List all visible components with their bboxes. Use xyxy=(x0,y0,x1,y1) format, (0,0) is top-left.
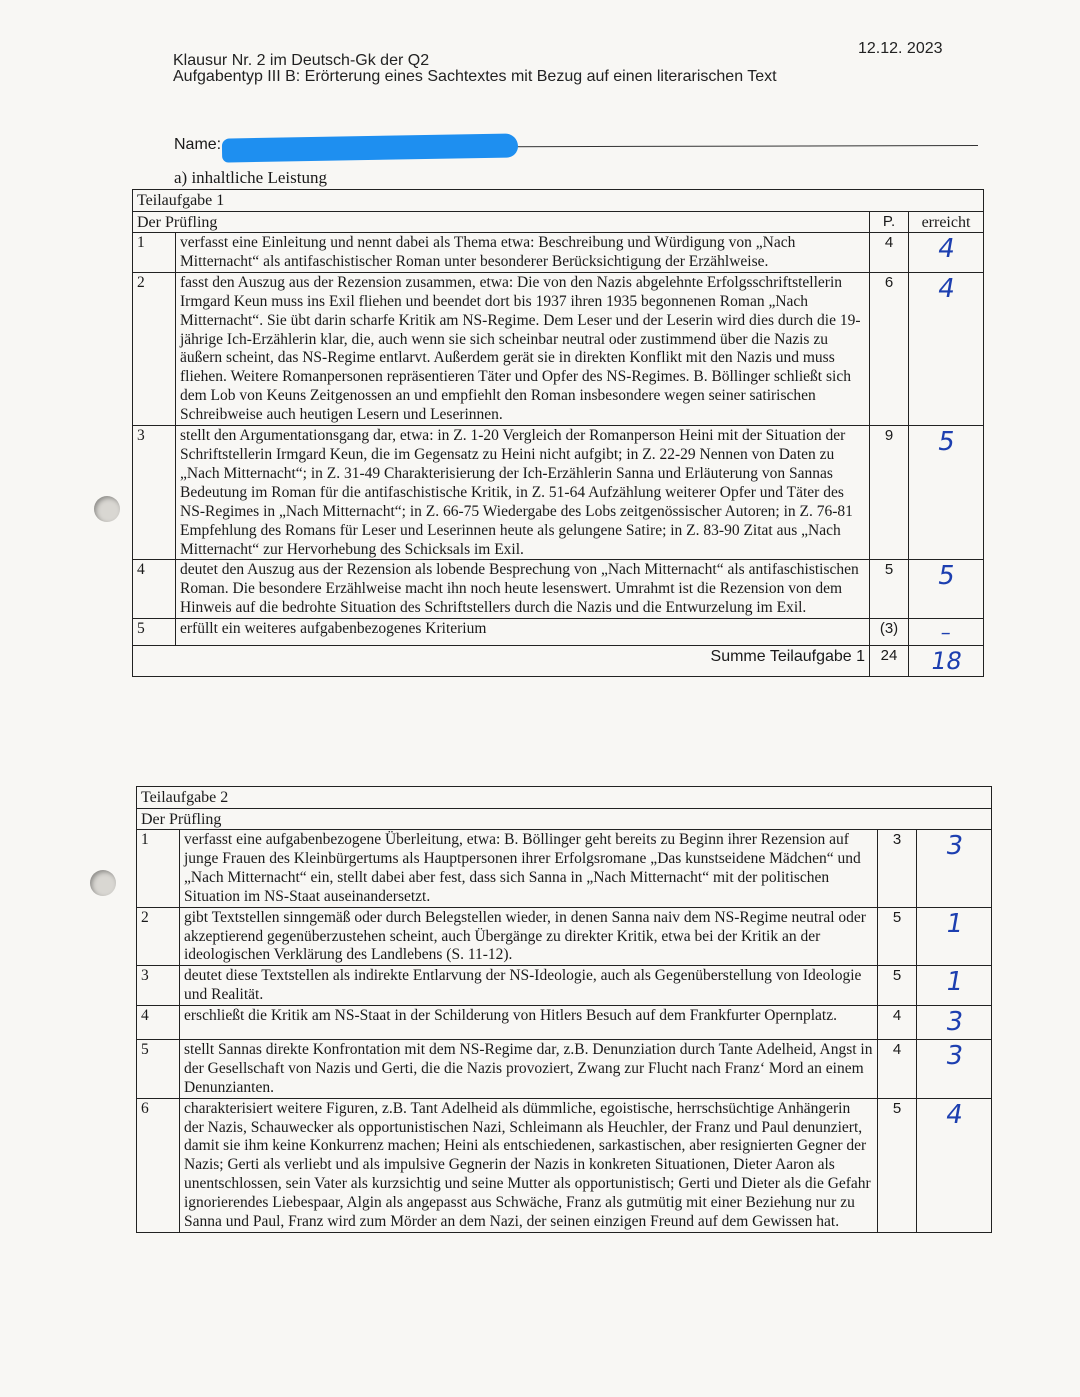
exam-task-type: Aufgabentyp III B: Erörterung eines Sachtextes mit Bezug auf einen literarischen Text xyxy=(173,68,777,85)
criterion-text: stellt den Argumentationsgang dar, etwa: in Z. 1-20 Vergleich der Romanperson Heini mit der Situation der Schriftstellerin Irmgard Keun, die im Gegensatz zu Heini nicht aufgibt; in Z. 22-29 Nennen von Daten zu „Nach Mitternacht“; in Z. 31-49 Charakterisierung der Ich-Erzählerin Sanna und Erläuterung von Sannas Bedeutung im Roman für die antifaschistische Kritik, in Z. 51-64 Aufzählung weiterer Opfer und Täter des NS-Regimes in „Nach Mitternacht“; in Z. 66-75 Wiedergabe des Lobs zeitgenössischer Autoren; in Z. 76-81 Empfehlung des Romans für Leser und Leserinnen heute als gelungene Satire; in Z. 83-90 Zitat aus „Nach Mitternacht“ zur Hervorhebung des Schicksals im Exil. xyxy=(176,426,870,560)
row-number: 2 xyxy=(133,272,176,425)
part2-subject: Der Prüfling xyxy=(137,808,992,830)
exam-date: 12.12. 2023 xyxy=(858,40,943,57)
part1-subject: Der Prüfling xyxy=(133,211,870,233)
max-points: 5 xyxy=(878,907,917,966)
punch-hole-bottom xyxy=(90,870,116,896)
criterion-text: verfasst eine aufgabenbezogene Überleitung, etwa: B. Böllinger geht bereits zu Beginn ihrer Rezension auf junge Frauen des Kleinbürgertums als Hauptpersonen ihrer Erfolgsromane „Das kunstseidene Mädchen“ und „Nach Mitternacht“ ein, stellt dabei aber fest, dass sich Sanna in „Nach Mitternacht“ mit der politischen Situation im NS-Staat auseinandersetzt. xyxy=(180,830,878,908)
table-row xyxy=(133,619,984,645)
table-row xyxy=(133,426,984,560)
row-number: 2 xyxy=(137,907,180,966)
sum-max-points: 24 xyxy=(870,645,909,676)
achieved-points: 4 xyxy=(909,272,984,425)
grading-table-part1 xyxy=(132,189,984,677)
table-row xyxy=(137,907,992,966)
row-number: 4 xyxy=(133,560,176,619)
achieved-points: 3 xyxy=(917,1006,992,1040)
table-row xyxy=(133,233,984,273)
criterion-text: verfasst eine Einleitung und nennt dabei als Thema etwa: Beschreibung und Würdigung von „Nach Mitternacht“ als antifaschistischer Roman unter besonderer Berücksichtigung der Erzählweise. xyxy=(176,233,870,273)
row-number: 1 xyxy=(137,830,180,908)
max-points: 9 xyxy=(870,426,909,560)
part1-title: Teilaufgabe 1 xyxy=(133,190,984,212)
sum-label: Summe Teilaufgabe 1 xyxy=(133,645,870,676)
max-points: 5 xyxy=(870,560,909,619)
max-points: 4 xyxy=(878,1006,917,1040)
row-number: 3 xyxy=(133,426,176,560)
row-number: 1 xyxy=(133,233,176,273)
section-title: a) inhaltliche Leistung xyxy=(174,168,327,187)
criterion-text: charakterisiert weitere Figuren, z.B. Tant Adelheid als dümmliche, egoistische, herrschsüchtige Anhängerin der Nazis, Schauwecker als opportunistischen Nazi, Schleimann als Heuchler, der Franz und Paul denunziert, damit sie ihm keine Konkurrenz machen; Heini als entschiedenen, sarkastischen, aber resignierten Gegner der Nazis; Gerti als verliebt und als impulsive Gegnerin der Nazis in konkreten Situationen, Dieter Aaron als unentschlossen, sein Vater als kurzsichtig und seine Mutter als opportunistisch; Gerti und Dieter als die Gefahr ignorierendes Liebespaar, Algin als angepasst aus Schwäche, Franz als gutmütig mit einer Beziehung nur zu Sanna und Paul, Franz wird zum Mörder an dem Nazi, der seinen einzigen Freund auf dem Gewissen hat. xyxy=(180,1098,878,1232)
criterion-text: stellt Sannas direkte Konfrontation mit dem NS-Regime dar, z.B. Denunziation durch Tante Adelheid, Angst in der Gesellschaft von Nazis und Gerti, die die Nazis provoziert, Zwang zur Flucht nach Franz‘ Mord an einem Denunzianten. xyxy=(180,1039,878,1098)
sum-achieved-points: 18 xyxy=(909,645,984,676)
criterion-text: deutet den Auszug aus der Rezension als lobende Besprechung von „Nach Mitternacht“ als antifaschistischen Roman. Die besondere Erzählweise macht ihn noch heute lesenswert. Umrahmt ist die Rezension von dem Hinweis auf die bedrohte Situation des Schriftstellers durch die Nazis und die Entwurzelung im Exil. xyxy=(176,560,870,619)
part2-title: Teilaufgabe 2 xyxy=(137,787,992,809)
achieved-points: 3 xyxy=(917,1039,992,1098)
name-label: Name: xyxy=(174,136,222,153)
achieved-points: 5 xyxy=(909,560,984,619)
part1-title-row xyxy=(133,190,984,212)
sum-row xyxy=(133,645,984,676)
criterion-text: fasst den Auszug aus der Rezension zusammen, etwa: Die von den Nazis abgelehnte Erfolgsschriftstellerin Irmgard Keun muss ins Exil fliehen und beendet dort bis 1937 ihren 1935 begonnenen Roman „Nach Mitternacht“. Sie übt darin scharfe Kritik am NS-Regime. Dem Leser und der Leserin wird dies durch die 19-jährige Ich-Erzählerin klar, die, auch wenn sie sich scheinbar neutral oder zustimmend über die Nazis zu äußern scheint, das NS-Regime entlarvt. Außerdem gerät sie in direkten Konflikt mit den Nazis und muss fliehen. Weitere Romanpersonen repräsentieren Täter und Opfer des NS-Regimes. B. Böllinger schließt sich dem Lob von Keuns Zeitgenossen an und empfiehlt den Roman insbesondere wegen seiner satirischen Schreibweise auch heutigen Lesern und Leserinnen. xyxy=(176,272,870,425)
criterion-text: erschließt die Kritik am NS-Staat in der Schilderung von Hitlers Besuch auf dem Frankfurter Opernplatz. xyxy=(180,1006,878,1040)
max-points: 4 xyxy=(878,1039,917,1098)
max-points: 6 xyxy=(870,272,909,425)
exam-title: Klausur Nr. 2 im Deutsch-Gk der Q2 xyxy=(173,52,430,69)
max-points: (3) xyxy=(870,619,909,645)
part2-header-row xyxy=(137,808,992,830)
row-number: 3 xyxy=(137,966,180,1006)
row-number: 5 xyxy=(137,1039,180,1098)
table-row xyxy=(137,1039,992,1098)
table-row xyxy=(137,1098,992,1232)
row-number: 6 xyxy=(137,1098,180,1232)
punch-hole-top xyxy=(94,496,120,522)
achieved-points: – xyxy=(909,619,984,645)
max-points: 5 xyxy=(878,966,917,1006)
achieved-points: 1 xyxy=(917,966,992,1006)
criterion-text: erfüllt ein weiteres aufgabenbezogenes Kriterium xyxy=(176,619,870,645)
max-points: 5 xyxy=(878,1098,917,1232)
table-row xyxy=(133,560,984,619)
achieved-column-header: erreicht xyxy=(909,211,984,233)
achieved-points: 3 xyxy=(917,830,992,908)
row-number: 4 xyxy=(137,1006,180,1040)
table-row xyxy=(133,272,984,425)
row-number: 5 xyxy=(133,619,176,645)
achieved-points: 1 xyxy=(917,907,992,966)
max-points: 3 xyxy=(878,830,917,908)
part1-header-row xyxy=(133,211,984,233)
table-row xyxy=(137,830,992,908)
max-points: 4 xyxy=(870,233,909,273)
table-row xyxy=(137,966,992,1006)
achieved-points: 4 xyxy=(909,233,984,273)
grading-table-part2 xyxy=(136,786,992,1233)
achieved-points: 4 xyxy=(917,1098,992,1232)
criterion-text: deutet diese Textstellen als indirekte Entlarvung der NS-Ideologie, auch als Gegenüberstellung von Ideologie und Realität. xyxy=(180,966,878,1006)
achieved-points: 5 xyxy=(909,426,984,560)
criterion-text: gibt Textstellen sinngemäß oder durch Belegstellen wieder, in denen Sanna naiv dem NS-Regime neutral oder akzeptierend gegenüberzustehen scheint, auch Übergänge zu direkter Kritik, etwa bei der Kritik an der ideologischen Verklärung des Landlebens (S. 11-12). xyxy=(180,907,878,966)
part2-title-row xyxy=(137,787,992,809)
table-row xyxy=(137,1006,992,1040)
points-column-header: P. xyxy=(870,211,909,233)
name-redaction xyxy=(222,133,518,162)
